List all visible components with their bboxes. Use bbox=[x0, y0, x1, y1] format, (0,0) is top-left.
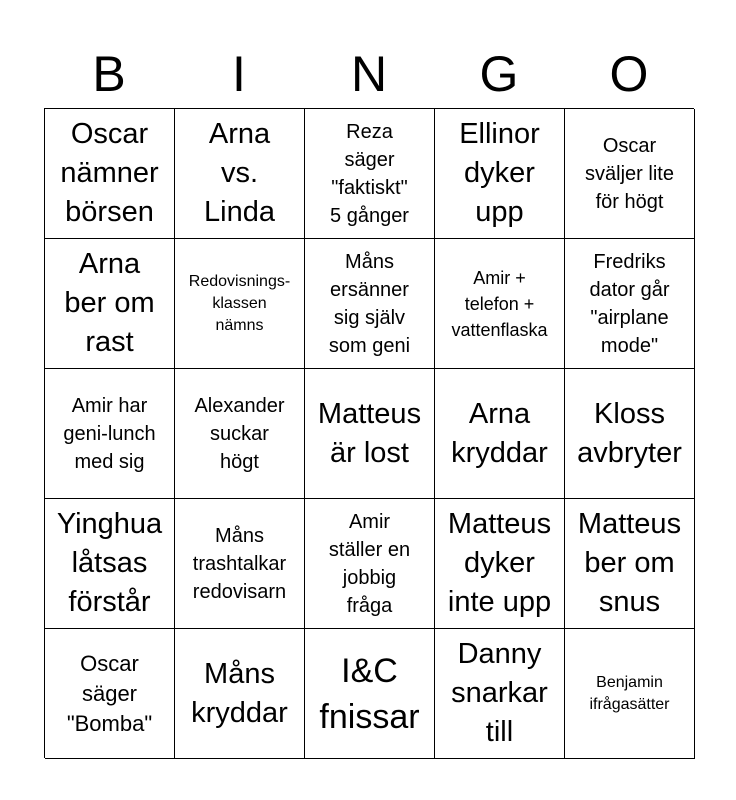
bingo-cell[interactable]: Amir ställer en jobbig fråga bbox=[305, 499, 435, 629]
bingo-cell[interactable]: Arna vs. Linda bbox=[175, 109, 305, 239]
bingo-cell[interactable]: Yinghua låtsas förstår bbox=[45, 499, 175, 629]
bingo-cell[interactable]: Måns kryddar bbox=[175, 629, 305, 759]
bingo-cell[interactable]: Oscar nämner börsen bbox=[45, 109, 175, 239]
bingo-cell[interactable]: Matteus dyker inte upp bbox=[435, 499, 565, 629]
bingo-cell[interactable]: Ellinor dyker upp bbox=[435, 109, 565, 239]
bingo-cell[interactable]: Måns ersänner sig själv som geni bbox=[305, 239, 435, 369]
header-letter-i: I bbox=[232, 46, 246, 102]
bingo-cell[interactable]: Oscar sväljer lite för högt bbox=[565, 109, 695, 239]
header-letter-g: G bbox=[479, 46, 519, 102]
bingo-cell[interactable]: Fredriks dator går "airplane mode" bbox=[565, 239, 695, 369]
header-letter-b: B bbox=[92, 46, 126, 102]
bingo-grid bbox=[44, 108, 694, 758]
bingo-cell[interactable]: Benjamin ifrågasätter bbox=[565, 629, 695, 759]
bingo-cell[interactable]: Amir + telefon + vattenflaska bbox=[435, 239, 565, 369]
bingo-cell[interactable]: Arna ber om rast bbox=[45, 239, 175, 369]
bingo-cell[interactable]: Oscar säger "Bomba" bbox=[45, 629, 175, 759]
bingo-cell[interactable]: Kloss avbryter bbox=[565, 369, 695, 499]
bingo-cell[interactable]: Danny snarkar till bbox=[435, 629, 565, 759]
header-letter-o: O bbox=[609, 46, 649, 102]
bingo-cell[interactable]: Arna kryddar bbox=[435, 369, 565, 499]
bingo-header bbox=[44, 40, 694, 108]
bingo-cell[interactable]: Matteus ber om snus bbox=[565, 499, 695, 629]
bingo-cell[interactable]: Måns trashtalkar redovisarn bbox=[175, 499, 305, 629]
bingo-cell[interactable]: I&C fnissar bbox=[305, 629, 435, 759]
bingo-cell[interactable]: Redovisnings- klassen nämns bbox=[175, 239, 305, 369]
bingo-cell[interactable]: Alexander suckar högt bbox=[175, 369, 305, 499]
bingo-cell[interactable]: Matteus är lost bbox=[305, 369, 435, 499]
bingo-cell[interactable]: Amir har geni-lunch med sig bbox=[45, 369, 175, 499]
header-letter-n: N bbox=[350, 46, 388, 102]
bingo-cell[interactable]: Reza säger "faktiskt" 5 gånger bbox=[305, 109, 435, 239]
